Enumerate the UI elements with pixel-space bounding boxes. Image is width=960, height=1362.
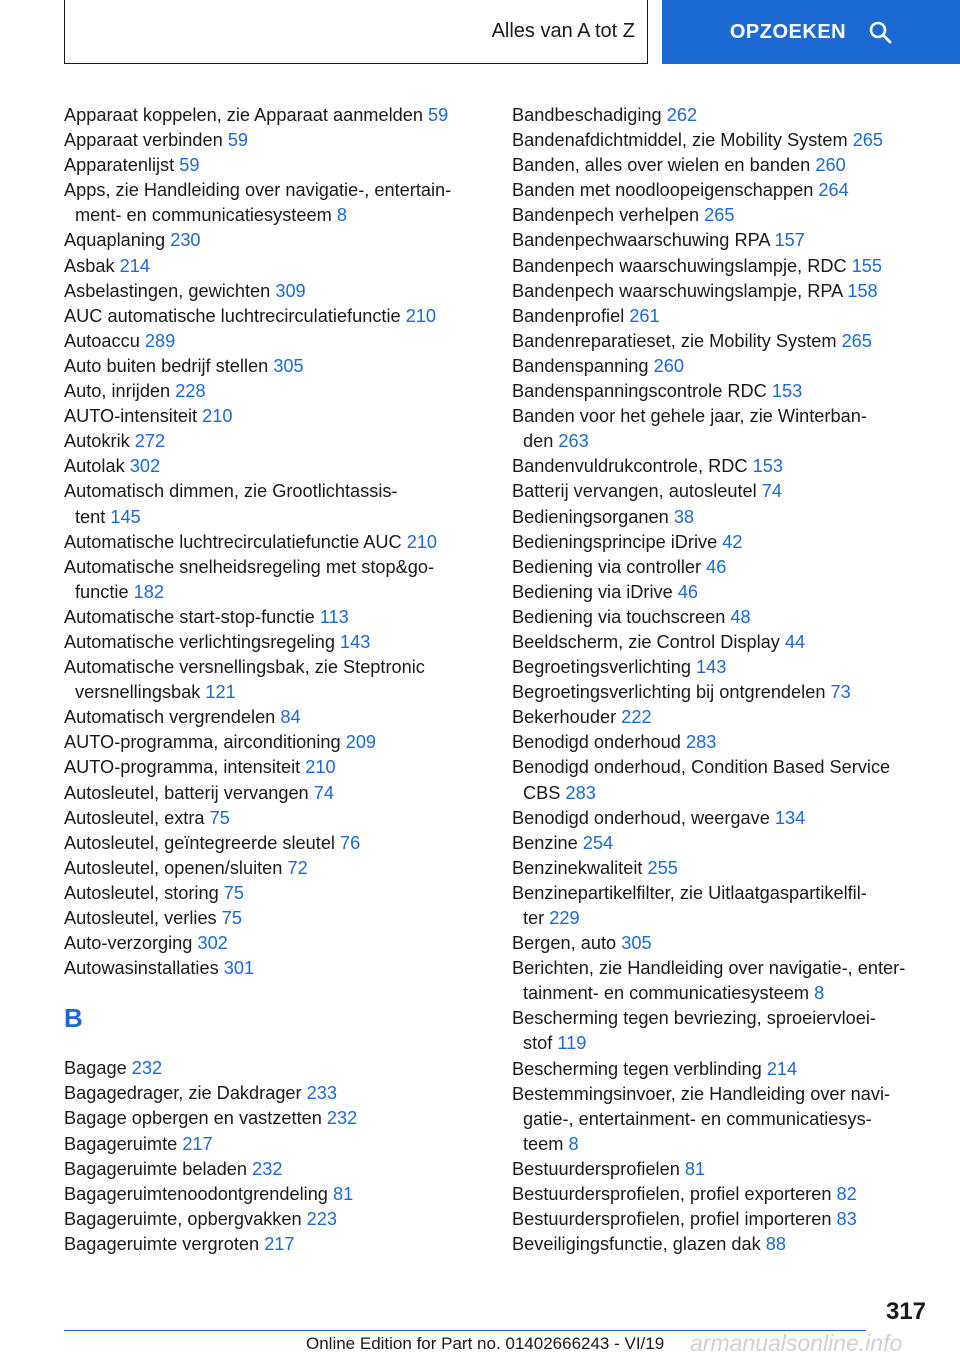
index-entry <box>64 630 484 655</box>
index-entry <box>512 881 942 931</box>
index-column-left <box>64 103 484 1257</box>
index-entry <box>64 228 484 253</box>
index-entry-text: Apparaat koppelen, zie Apparaat aanmelden <box>64 105 423 125</box>
page-reference-link[interactable]: 8 <box>814 983 825 1004</box>
index-entry-text: Bagagedrager, zie Dakdrager <box>64 1083 302 1104</box>
page-reference-link[interactable]: 143 <box>340 631 371 652</box>
page-reference-link[interactable]: 301 <box>223 958 255 979</box>
index-entry-text: CBS <box>523 782 561 803</box>
index-entry <box>512 555 942 580</box>
index-entry <box>64 806 484 831</box>
page-reference-link[interactable]: 113 <box>319 606 349 627</box>
index-entry-text: Autosleutel, openen/sluiten <box>64 857 283 878</box>
index-entry-text: den <box>523 431 554 452</box>
index-entry <box>512 203 942 228</box>
index-entry <box>512 178 942 203</box>
index-entry <box>512 730 942 755</box>
search-icon <box>868 20 892 44</box>
index-entry <box>512 304 942 329</box>
index-entry-text: Bekerhouder <box>512 707 617 728</box>
page-reference-link[interactable]: 264 <box>818 180 849 201</box>
index-entry-text: Bagage <box>64 1058 127 1079</box>
index-entry-text: Automatische luchtrecirculatiefunctie AUC <box>64 531 402 552</box>
index-entry-text: Autokrik <box>64 431 130 452</box>
index-entry-text: Auto-verzorging <box>64 933 193 954</box>
index-entry <box>64 254 484 279</box>
index-entry <box>512 329 942 354</box>
page-reference-link[interactable]: 143 <box>696 657 727 678</box>
page-reference-link[interactable]: 210 <box>202 406 233 427</box>
index-entry-text: ment- en communicatiesysteem <box>75 205 332 226</box>
index-entry-text: AUTO-intensiteit <box>64 406 198 427</box>
page-reference-link[interactable]: 81 <box>684 1158 706 1179</box>
index-entry <box>512 505 942 530</box>
page-reference-link[interactable]: 214 <box>119 255 150 276</box>
index-entry-text: gatie-, entertainment- en communicatiesys- <box>523 1108 872 1129</box>
page-reference-link[interactable]: 217 <box>264 1233 295 1254</box>
index-entry-text: Autosleutel, geïntegreerde sleutel <box>64 832 335 853</box>
index-entry <box>64 329 484 354</box>
search-label: OPZOEKEN <box>729 20 847 43</box>
index-entry <box>64 705 484 730</box>
index-entry <box>512 1182 942 1207</box>
page-reference-link[interactable]: 222 <box>621 707 652 728</box>
index-entry <box>512 630 942 655</box>
index-entry <box>64 1182 484 1207</box>
page-reference-link[interactable]: 283 <box>685 732 717 753</box>
index-entry-text: Benodigd onderhoud, Condition Based Service <box>512 757 891 778</box>
index-entry-text: Auto buiten bedrijf stellen <box>64 355 269 376</box>
page-reference-link[interactable]: 74 <box>761 481 782 502</box>
index-entry <box>64 881 484 906</box>
index-entry-text: Bediening via controller <box>512 556 702 577</box>
index-entry-text: Bandenpech verhelpen <box>512 205 700 226</box>
index-entry-text: Autosleutel, extra <box>64 807 205 828</box>
index-entry-text: Bandbeschadiging <box>512 105 662 125</box>
page-reference-link[interactable]: 46 <box>677 581 699 602</box>
index-entry-text: Banden, alles over wielen en banden <box>512 155 811 176</box>
index-entry <box>512 680 942 705</box>
index-entry-text: Begroetingsverlichting bij ontgrendelen <box>512 682 826 703</box>
page-reference-link[interactable]: 158 <box>847 280 878 301</box>
index-entry-text: Bandenspanning <box>512 355 649 376</box>
index-entry <box>64 103 484 128</box>
section-letter: B <box>64 1003 83 1034</box>
index-entry-text: Autolak <box>64 456 125 477</box>
page-reference-link[interactable]: 233 <box>306 1083 338 1104</box>
page-reference-link[interactable]: 228 <box>175 381 206 402</box>
index-entry-text: Bediening via iDrive <box>512 581 673 602</box>
page-reference-link[interactable]: 42 <box>722 531 743 552</box>
index-entry <box>512 404 942 454</box>
page-reference-link[interactable]: 260 <box>653 355 684 376</box>
page-reference-link[interactable]: 309 <box>275 280 306 301</box>
page-reference-link[interactable]: 229 <box>549 908 580 928</box>
index-entry-text: Banden met noodloopeigenschappen <box>512 180 814 201</box>
index-entry <box>64 931 484 956</box>
index-entry-text: Automatische start-stop-functie <box>64 606 315 627</box>
index-entry <box>64 379 484 404</box>
page-reference-link[interactable]: 302 <box>129 456 161 477</box>
index-entry-text: Benzinepartikelfilter, zie Uitlaatgaspartikelfil- <box>512 882 867 903</box>
page-reference-link[interactable]: 8 <box>336 205 347 226</box>
page-reference-link[interactable]: 260 <box>815 155 846 176</box>
page-reference-link[interactable]: 82 <box>836 1184 857 1205</box>
section-title: Alles van A tot Z <box>491 20 635 42</box>
index-entry-text: Benodigd onderhoud <box>512 732 681 753</box>
index-entry <box>64 1106 484 1131</box>
page-reference-link[interactable]: 83 <box>836 1209 857 1230</box>
page-reference-link[interactable]: 72 <box>287 857 308 878</box>
page-reference-link[interactable]: 302 <box>197 933 228 954</box>
watermark: armanualsonline.info <box>690 1330 903 1356</box>
index-entry <box>64 906 484 931</box>
index-entry <box>64 730 484 755</box>
page-reference-link[interactable]: 272 <box>134 431 166 452</box>
index-entry <box>512 1157 942 1182</box>
index-entry <box>512 354 942 379</box>
index-entry-text: stof <box>523 1033 553 1054</box>
page-reference-link[interactable]: 155 <box>851 255 883 276</box>
index-entry-text: Banden voor het gehele jaar, zie Winterban- <box>512 406 867 427</box>
index-entry-text: Asbelastingen, gewichten <box>64 280 271 301</box>
index-entry-text: versnellingsbak <box>75 682 201 703</box>
page-reference-link[interactable]: 59 <box>179 155 200 176</box>
page-reference-link[interactable]: 74 <box>313 782 334 803</box>
index-entry <box>64 178 484 228</box>
index-entry-text: tent <box>75 506 106 527</box>
index-entry-text: Bandenprofiel <box>512 305 625 326</box>
page-reference-link[interactable]: 44 <box>784 631 806 652</box>
index-entry-text: Bandenpech waarschuwingslampje, RPA <box>512 280 843 301</box>
index-entry <box>512 705 942 730</box>
page-reference-link[interactable]: 46 <box>706 556 727 577</box>
index-entry-text: Bestuurdersprofielen, profiel importeren <box>512 1209 832 1230</box>
index-entry <box>512 1082 942 1157</box>
index-entry <box>512 755 942 805</box>
index-entry-text: Bestemmingsinvoer, zie Handleiding over navi- <box>512 1083 891 1104</box>
index-entry-text: Autowasinstallaties <box>64 958 219 979</box>
index-entry-text: Bandenpechwaarschuwing RPA <box>512 230 770 251</box>
page-reference-link[interactable]: 134 <box>774 807 806 828</box>
index-entry <box>512 931 942 956</box>
index-entry <box>64 279 484 304</box>
index-entry-text: Automatische snelheidsregeling met stop&go- <box>64 556 435 577</box>
index-entry <box>64 429 484 454</box>
page-reference-link[interactable]: 145 <box>110 506 141 527</box>
index-entry-text: Bandenreparatieset, zie Mobility System <box>512 330 837 351</box>
index-entry-text: Aquaplaning <box>64 230 166 251</box>
page-reference-link[interactable]: 223 <box>306 1208 338 1229</box>
index-entry-text: Benzinekwaliteit <box>512 857 643 878</box>
index-entry <box>64 831 484 856</box>
index-entry-text: Bedieningsprincipe iDrive <box>512 531 718 552</box>
index-entry <box>64 1157 484 1182</box>
index-entry <box>64 530 484 555</box>
page-reference-link[interactable]: 153 <box>771 381 803 402</box>
page-reference-link[interactable]: 254 <box>582 832 614 853</box>
page-reference-link[interactable]: 157 <box>774 230 805 251</box>
page-reference-link[interactable]: 232 <box>131 1058 163 1079</box>
index-entry <box>512 279 942 304</box>
index-entry <box>512 479 942 504</box>
page-reference-link[interactable]: 75 <box>209 807 230 828</box>
page-reference-link[interactable]: 209 <box>345 732 377 753</box>
index-entry <box>64 781 484 806</box>
index-entry-text: Apparaat verbinden <box>64 130 223 151</box>
index-entry-text: Bandenvuldrukcontrole, RDC <box>512 456 748 477</box>
index-entry <box>512 128 942 153</box>
index-entry-text: Autosleutel, batterij vervangen <box>64 782 309 803</box>
index-entry <box>512 1057 942 1082</box>
index-entry-text: Automatisch vergrendelen <box>64 707 276 728</box>
index-entry-text: Bagageruimte vergroten <box>64 1233 260 1254</box>
index-entry-text: AUTO-programma, airconditioning <box>64 732 341 753</box>
index-entry <box>64 1207 484 1232</box>
page-reference-link[interactable]: 265 <box>841 330 872 351</box>
index-entry <box>512 655 942 680</box>
index-entry-text: Autoaccu <box>64 330 140 351</box>
page-reference-link[interactable]: 73 <box>830 682 851 703</box>
index-entry <box>64 479 484 529</box>
page-reference-link[interactable]: 210 <box>405 305 437 326</box>
page-number: 317 <box>885 1298 926 1325</box>
index-entry <box>64 1232 484 1257</box>
index-entry-text: Benzine <box>512 832 578 853</box>
index-entry-text: tainment- en communicatiesysteem <box>523 983 810 1004</box>
index-entry <box>512 228 942 253</box>
page-reference-link[interactable]: 75 <box>221 908 242 928</box>
page-reference-link[interactable]: 265 <box>852 130 884 151</box>
index-entry-text: Bandenafdichtmiddel, zie Mobility System <box>512 130 848 151</box>
index-entry <box>64 655 484 705</box>
index-entry-text: Bagage opbergen en vastzetten <box>64 1108 322 1129</box>
index-entry-text: Begroetingsverlichting <box>512 657 691 678</box>
index-entry-text: Bestuurdersprofielen, profiel exporteren <box>512 1184 832 1205</box>
index-entry-text: Bandenpech waarschuwingslampje, RDC <box>512 255 847 276</box>
page-reference-link[interactable]: 210 <box>406 531 438 552</box>
edition-text: Online Edition for Part no. 01402666243 - VI/19 <box>306 1334 665 1353</box>
page-reference-link[interactable]: 84 <box>280 707 301 728</box>
index-entry <box>64 1056 484 1081</box>
index-entry <box>64 555 484 605</box>
index-entry-text: AUC automatische luchtrecirculatiefunctie <box>64 305 401 326</box>
index-entry-text: Bestuurdersprofielen <box>512 1158 680 1179</box>
index-entry-text: Bagageruimte beladen <box>64 1158 248 1179</box>
index-entry-text: ter <box>523 908 545 928</box>
index-entry-text: Bagageruimtenoodontgrendeling <box>64 1183 328 1204</box>
index-entry <box>512 1232 942 1257</box>
index-column-right <box>512 103 942 1257</box>
index-entry-text: Autosleutel, verlies <box>64 908 217 928</box>
index-entry <box>512 605 942 630</box>
page-reference-link[interactable]: 283 <box>565 782 596 803</box>
index-entry-text: Bagageruimte <box>64 1133 178 1154</box>
index-entry-text: Autosleutel, storing <box>64 882 219 903</box>
index-entry-text: Bedieningsorganen <box>512 506 669 527</box>
index-entry <box>64 755 484 780</box>
page-reference-link[interactable]: 214 <box>766 1058 798 1079</box>
index-entry <box>64 304 484 329</box>
page-reference-link[interactable]: 261 <box>629 305 660 326</box>
index-entry <box>64 1081 484 1106</box>
index-entry <box>64 956 484 981</box>
index-entry-text: Automatische versnellingsbak, zie Steptronic <box>64 657 425 678</box>
index-entry <box>64 454 484 479</box>
index-entry <box>512 454 942 479</box>
page-reference-link[interactable]: 263 <box>558 431 589 452</box>
page-reference-link[interactable]: 59 <box>227 130 249 151</box>
index-entry <box>64 856 484 881</box>
index-entry-text: Beeldscherm, zie Control Display <box>512 631 780 652</box>
page-reference-link[interactable]: 81 <box>333 1183 354 1204</box>
index-entry <box>512 254 942 279</box>
page-reference-link[interactable]: 289 <box>144 330 176 351</box>
page-reference-link[interactable]: 48 <box>730 606 751 627</box>
index-entry-text: Bediening via touchscreen <box>512 606 726 627</box>
index-entry <box>512 379 942 404</box>
index-entry-text: Batterij vervangen, autosleutel <box>512 481 757 502</box>
page-reference-link[interactable]: 305 <box>273 355 304 376</box>
index-entry-text: Benodigd onderhoud, weergave <box>512 807 770 828</box>
index-entry <box>64 354 484 379</box>
index-entry <box>64 605 484 630</box>
index-entry-text: AUTO-programma, intensiteit <box>64 757 301 778</box>
page-reference-link[interactable]: 230 <box>170 230 201 251</box>
page-reference-link[interactable]: 255 <box>647 857 678 878</box>
index-entry-text: Apps, zie Handleiding over navigatie-, entertain- <box>64 180 452 201</box>
index-entry <box>512 1207 942 1232</box>
page-reference-link[interactable]: 305 <box>621 933 652 954</box>
index-entry <box>512 831 942 856</box>
page-reference-link[interactable]: 38 <box>673 506 695 527</box>
index-entry <box>512 103 942 128</box>
page-reference-link[interactable]: 59 <box>428 105 449 125</box>
page-reference-link[interactable]: 210 <box>305 757 336 778</box>
index-entry-text: Automatische verlichtingsregeling <box>64 631 335 652</box>
index-entry-text: Berichten, zie Handleiding over navigatie-, enter- <box>512 958 906 979</box>
index-entry-text: Bandenspanningscontrole RDC <box>512 381 767 402</box>
index-entry <box>512 530 942 555</box>
index-entry <box>64 153 484 178</box>
index-entry <box>64 404 484 429</box>
index-entry-text: Automatisch dimmen, zie Grootlichtassis- <box>64 481 398 502</box>
index-entry <box>512 806 942 831</box>
page-reference-link[interactable]: 265 <box>704 205 735 226</box>
page-reference-link[interactable]: 76 <box>340 832 361 853</box>
index-entry-text: Apparatenlijst <box>64 155 175 176</box>
search-button[interactable] <box>662 0 960 64</box>
page-reference-link[interactable]: 121 <box>205 682 236 703</box>
index-entry-text: Beveiligingsfunctie, glazen dak <box>512 1234 761 1255</box>
index-entry-text: Asbak <box>64 255 115 276</box>
index-entry-text: Bergen, auto <box>512 933 617 954</box>
index-entry <box>512 580 942 605</box>
page-reference-link[interactable]: 75 <box>223 882 244 903</box>
page-reference-link[interactable]: 232 <box>252 1158 283 1179</box>
index-entry <box>512 1006 942 1056</box>
section-title-tab <box>64 0 648 64</box>
index-entry <box>512 153 942 178</box>
page-reference-link[interactable]: 119 <box>557 1033 587 1054</box>
index-entry-text: functie <box>75 581 129 602</box>
page-reference-link[interactable]: 8 <box>568 1133 579 1154</box>
page-reference-link[interactable]: 232 <box>326 1108 358 1129</box>
page-reference-link[interactable]: 153 <box>752 456 783 477</box>
index-entry <box>64 1132 484 1157</box>
page-reference-link[interactable]: 182 <box>133 581 165 602</box>
index-entry-text: Auto, inrijden <box>64 381 171 402</box>
index-entry-text: teem <box>523 1133 564 1154</box>
index-entry <box>512 956 942 1006</box>
page-reference-link[interactable]: 262 <box>666 105 698 125</box>
index-entry <box>64 128 484 153</box>
index-entry <box>512 856 942 881</box>
index-entry-text: Bescherming tegen bevriezing, sproeiervloei- <box>512 1008 876 1029</box>
index-entry-text: Bagageruimte, opbergvakken <box>64 1208 302 1229</box>
page-reference-link[interactable]: 88 <box>765 1234 787 1255</box>
page-reference-link[interactable]: 217 <box>182 1133 213 1154</box>
index-entry-text: Bescherming tegen verblinding <box>512 1058 762 1079</box>
